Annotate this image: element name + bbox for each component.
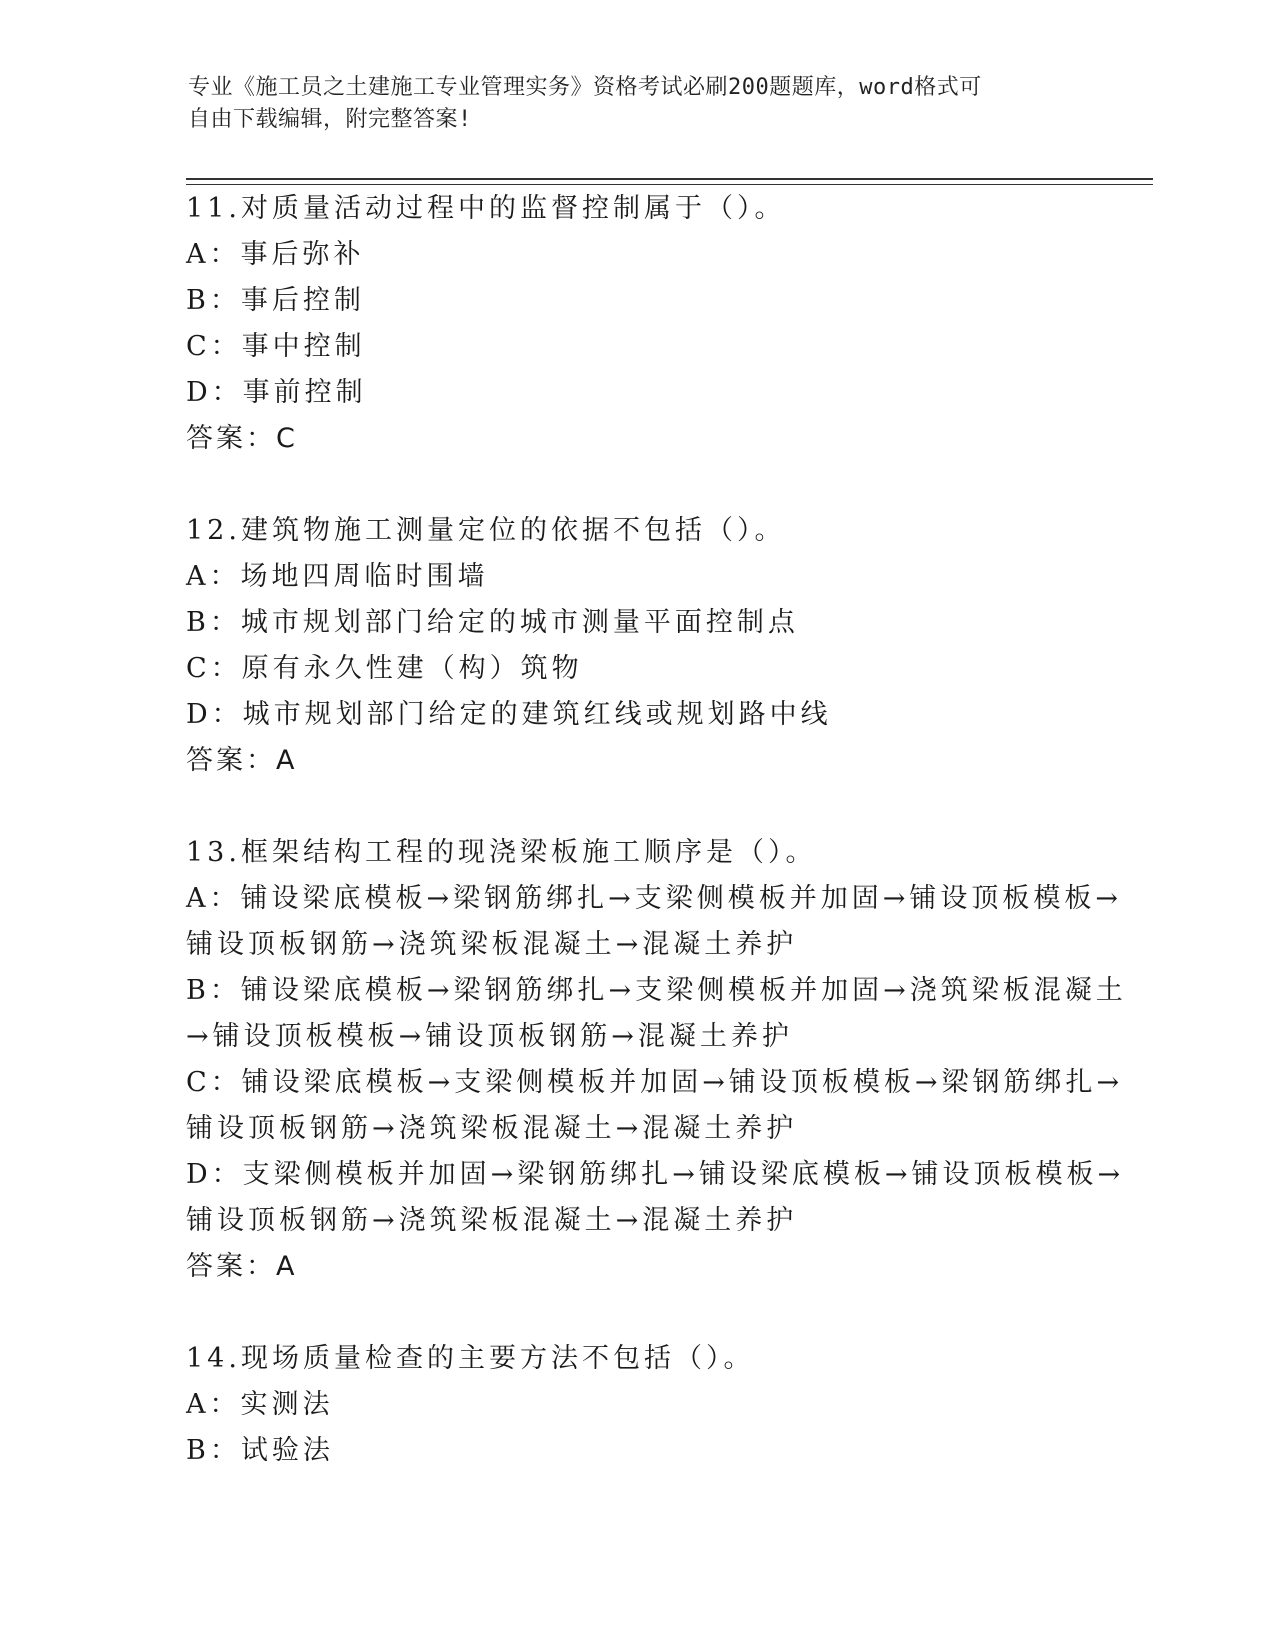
option-d: D：事前控制: [186, 377, 367, 408]
question-list: [186, 186, 1127, 1474]
option-d-continued: 铺设顶板钢筋→浇筑梁板混凝土→混凝土养护: [186, 1205, 798, 1236]
option-d: D：城市规划部门给定的建筑红线或规划路中线: [186, 699, 832, 730]
header-divider-thick: [186, 178, 1153, 180]
header-divider-thin: [186, 184, 1153, 185]
spacer: [186, 1290, 1086, 1336]
question-stem: 13.框架结构工程的现浇梁板施工顺序是（）。: [186, 837, 817, 868]
answer-label: 答案：C: [186, 423, 298, 454]
option-c-continued: 铺设顶板钢筋→浇筑梁板混凝土→混凝土养护: [186, 1113, 798, 1144]
answer-label: 答案：A: [186, 1251, 298, 1282]
question-11: [186, 186, 1086, 462]
question-14: [186, 1336, 1086, 1474]
document-header: [188, 72, 1068, 136]
question-13: [186, 830, 1127, 1290]
option-c: C：原有永久性建（构）筑物: [186, 653, 583, 684]
question-stem: 12.建筑物施工测量定位的依据不包括（）。: [186, 515, 786, 546]
option-b: B：城市规划部门给定的城市测量平面控制点: [186, 607, 799, 638]
option-c: C：铺设梁底模板→支梁侧模板并加固→铺设顶板模板→梁钢筋绑扎→: [186, 1067, 1124, 1098]
header-line-2: 自由下载编辑，附完整答案!: [188, 107, 472, 132]
spacer: [186, 784, 1086, 830]
option-a: A：事后弥补: [186, 239, 365, 270]
option-b: B：事后控制: [186, 285, 365, 316]
header-line-1: 专业《施工员之土建施工专业管理实务》资格考试必刷200题题库，word格式可: [188, 75, 982, 100]
option-c: C：事中控制: [186, 331, 366, 362]
option-b: B：试验法: [186, 1435, 334, 1466]
answer-label: 答案：A: [186, 745, 298, 776]
question-stem: 11.对质量活动过程中的监督控制属于（）。: [186, 193, 786, 224]
option-d: D：支梁侧模板并加固→梁钢筋绑扎→铺设梁底模板→铺设顶板模板→: [186, 1159, 1125, 1190]
question-stem: 14.现场质量检查的主要方法不包括（）。: [186, 1343, 755, 1374]
option-b: B：铺设梁底模板→梁钢筋绑扎→支梁侧模板并加固→浇筑梁板混凝土: [186, 975, 1127, 1006]
option-a: A：实测法: [186, 1389, 334, 1420]
question-12: [186, 508, 1086, 784]
option-a-continued: 铺设顶板钢筋→浇筑梁板混凝土→混凝土养护: [186, 929, 798, 960]
option-b-continued: →铺设顶板模板→铺设顶板钢筋→混凝土养护: [186, 1021, 793, 1052]
option-a: A：铺设梁底模板→梁钢筋绑扎→支梁侧模板并加固→铺设顶板模板→: [186, 883, 1122, 914]
option-a: A：场地四周临时围墙: [186, 561, 489, 592]
spacer: [186, 462, 1086, 508]
